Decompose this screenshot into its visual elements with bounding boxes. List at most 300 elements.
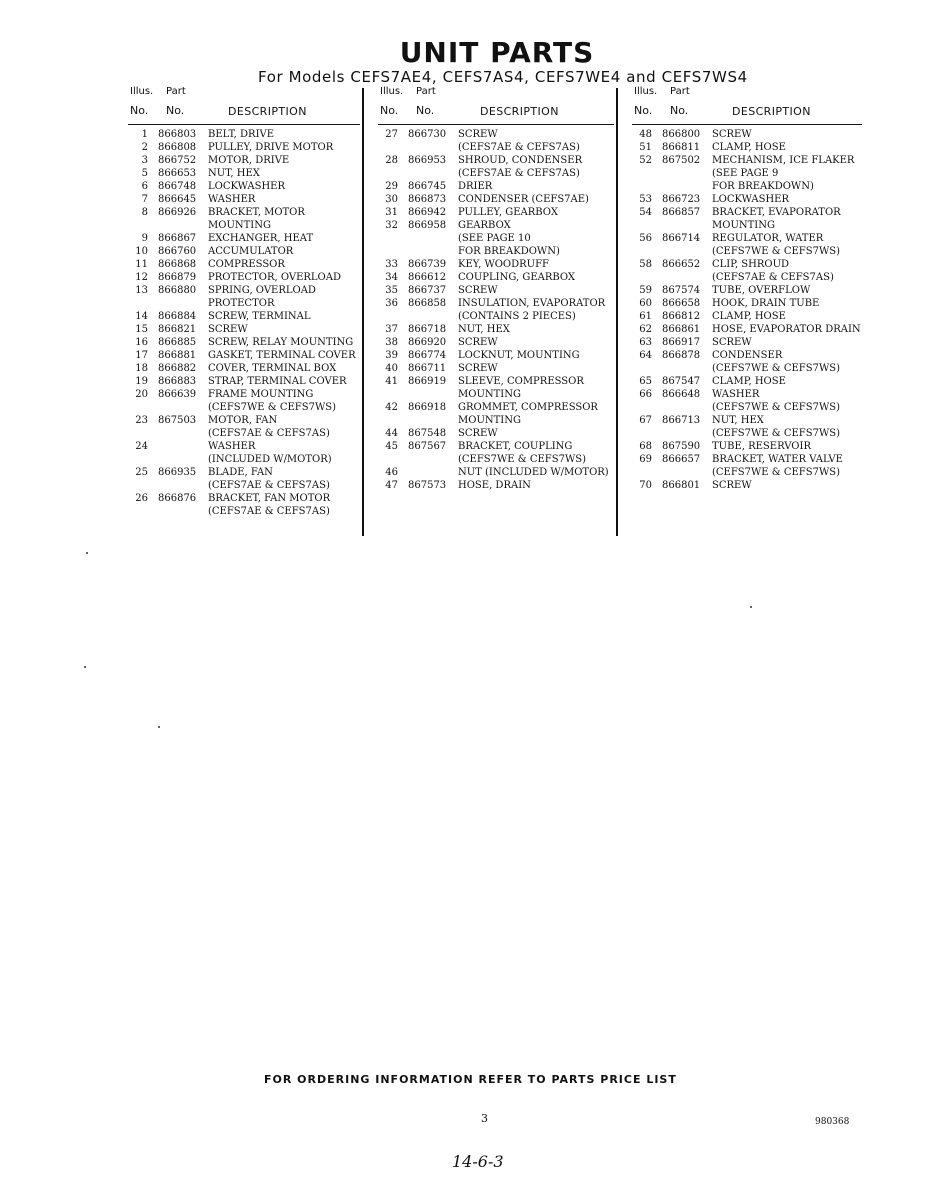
illus-number: 36: [385, 298, 398, 309]
part-description: [208, 258, 360, 271]
part-number: 866868: [158, 259, 197, 270]
description-line: SCREW: [458, 285, 498, 296]
part-description: [458, 427, 614, 440]
part-description: [208, 206, 360, 232]
illus-number: 68: [639, 441, 652, 452]
illus-number: 11: [135, 259, 148, 270]
description-line: BELT, DRIVE: [208, 129, 275, 140]
part-description: [712, 297, 862, 310]
illus-number: 44: [385, 428, 398, 439]
part-number: 867547: [662, 376, 701, 387]
illus-number: 5: [141, 168, 148, 179]
description-line: NUT (INCLUDED W/MOTOR): [458, 467, 609, 478]
description-line: SHROUD, CONDENSER: [458, 155, 583, 166]
illus-number: 45: [385, 441, 398, 452]
table-row: [632, 388, 862, 414]
table-row: [378, 427, 614, 440]
table-row: [378, 180, 614, 193]
illus-number: 8: [141, 207, 148, 218]
table-row: [378, 297, 614, 323]
table-row: [632, 479, 862, 492]
part-number: 866653: [158, 168, 197, 179]
part-description: [208, 271, 360, 284]
description-line: NUT, HEX: [208, 168, 260, 179]
header-part-no: No.: [416, 104, 435, 117]
part-description: [208, 362, 360, 375]
table-row: [128, 492, 360, 518]
parts-column-3: [632, 86, 862, 492]
illus-number: 28: [385, 155, 398, 166]
table-row: [378, 154, 614, 180]
part-number: 867567: [408, 441, 447, 452]
description-line: SLEEVE, COMPRESSOR: [458, 376, 584, 387]
description-line: PROTECTOR: [208, 298, 275, 309]
illus-number: 37: [385, 324, 398, 335]
illus-number: 33: [385, 259, 398, 270]
part-number: 866812: [662, 311, 701, 322]
part-description: [458, 206, 614, 219]
part-description: [208, 440, 360, 466]
table-row: [128, 323, 360, 336]
illus-number: 58: [639, 259, 652, 270]
part-number: 866760: [158, 246, 197, 257]
illus-number: 40: [385, 363, 398, 374]
illus-number: 23: [135, 415, 148, 426]
column-header: [128, 86, 360, 125]
part-description: [712, 128, 862, 141]
part-number: 866723: [662, 194, 701, 205]
part-description: [712, 479, 862, 492]
part-description: [712, 336, 862, 349]
part-number: 866867: [158, 233, 197, 244]
table-row: [128, 180, 360, 193]
illus-number: 62: [639, 324, 652, 335]
description-line: CONDENSER: [712, 350, 783, 361]
description-line: (CEFS7AE & CEFS7AS): [458, 168, 580, 179]
description-line: SCREW: [712, 480, 752, 491]
part-number: 866935: [158, 467, 197, 478]
description-line: ACCUMULATOR: [208, 246, 294, 257]
description-line: (CEFS7WE & CEFS7WS): [208, 402, 336, 413]
illus-number: 13: [135, 285, 148, 296]
illus-number: 15: [135, 324, 148, 335]
description-line: MOUNTING: [712, 220, 775, 231]
illus-number: 34: [385, 272, 398, 283]
part-number: 866879: [158, 272, 197, 283]
table-row: [632, 193, 862, 206]
illus-number: 56: [639, 233, 652, 244]
part-number: 866882: [158, 363, 197, 374]
parts-list: [128, 125, 360, 518]
description-line: MOTOR, FAN: [208, 415, 278, 426]
part-number: 866881: [158, 350, 197, 361]
table-row: [632, 258, 862, 284]
description-line: COUPLING, GEARBOX: [458, 272, 576, 283]
illus-number: 27: [385, 129, 398, 140]
part-number: 866714: [662, 233, 701, 244]
table-row: [632, 206, 862, 232]
description-line: (CEFS7WE & CEFS7WS): [712, 246, 840, 257]
table-row: [378, 206, 614, 219]
table-row: [128, 440, 360, 466]
part-number: 866880: [158, 285, 197, 296]
header-description: DESCRIPTION: [228, 105, 307, 118]
illus-number: 19: [135, 376, 148, 387]
description-line: BRACKET, COUPLING: [458, 441, 573, 452]
table-row: [632, 336, 862, 349]
part-description: [208, 154, 360, 167]
part-number: 866748: [158, 181, 197, 192]
part-description: [712, 375, 862, 388]
illus-number: 54: [639, 207, 652, 218]
part-description: [712, 453, 862, 479]
header-description: DESCRIPTION: [480, 105, 559, 118]
illus-number: 17: [135, 350, 148, 361]
illus-number: 48: [639, 129, 652, 140]
part-description: [208, 388, 360, 414]
description-line: LOCKNUT, MOUNTING: [458, 350, 580, 361]
part-description: [208, 128, 360, 141]
description-line: (CEFS7AE & CEFS7AS): [712, 272, 834, 283]
table-row: [128, 466, 360, 492]
description-line: TUBE, OVERFLOW: [712, 285, 811, 296]
table-row: [632, 154, 862, 193]
description-line: NUT, HEX: [458, 324, 510, 335]
description-line: NUT, HEX: [712, 415, 764, 426]
part-number: 866658: [662, 298, 701, 309]
part-description: [712, 193, 862, 206]
part-description: [712, 310, 862, 323]
part-description: [712, 440, 862, 453]
description-line: WASHER: [208, 441, 256, 452]
table-row: [378, 271, 614, 284]
table-row: [128, 336, 360, 349]
description-line: MOTOR, DRIVE: [208, 155, 290, 166]
illus-number: 25: [135, 467, 148, 478]
illus-number: 12: [135, 272, 148, 283]
description-line: MOUNTING: [458, 415, 521, 426]
description-line: CONDENSER (CEFS7AE): [458, 194, 589, 205]
description-line: PULLEY, DRIVE MOTOR: [208, 142, 334, 153]
part-number: 867502: [662, 155, 701, 166]
illus-number: 64: [639, 350, 652, 361]
header-illus: Illus.: [130, 86, 154, 97]
description-line: GEARBOX: [458, 220, 511, 231]
part-description: [712, 258, 862, 284]
illus-number: 2: [141, 142, 148, 153]
part-description: [458, 401, 614, 427]
description-line: SCREW, TERMINAL: [208, 311, 311, 322]
part-number: 866639: [158, 389, 197, 400]
table-row: [378, 219, 614, 258]
part-number: 866858: [408, 298, 447, 309]
part-description: [712, 414, 862, 440]
part-number: [148, 440, 208, 466]
illus-number: 10: [135, 246, 148, 257]
part-number: 866752: [158, 155, 197, 166]
header-part-no: No.: [670, 104, 689, 117]
description-line: SCREW: [712, 129, 752, 140]
part-description: [208, 232, 360, 245]
header-illus: Illus.: [634, 86, 658, 97]
part-number: 866953: [408, 155, 447, 166]
document-code: 980368: [815, 1117, 850, 1127]
part-description: [712, 388, 862, 414]
table-row: [128, 232, 360, 245]
table-row: [378, 440, 614, 466]
table-row: [632, 349, 862, 375]
part-number: 867574: [662, 285, 701, 296]
description-line: CLAMP, HOSE: [712, 142, 786, 153]
table-row: [632, 440, 862, 453]
illus-number: 7: [141, 194, 148, 205]
description-line: (CEFS7WE & CEFS7WS): [712, 363, 840, 374]
header-illus-no: No.: [380, 104, 399, 117]
part-description: [458, 154, 614, 180]
part-number: 866612: [408, 272, 447, 283]
description-line: STRAP, TERMINAL COVER: [208, 376, 347, 387]
illus-number: 30: [385, 194, 398, 205]
description-line: COVER, TERMINAL BOX: [208, 363, 337, 374]
illus-number: 42: [385, 402, 398, 413]
part-description: [712, 232, 862, 258]
description-line: (CEFS7AE & CEFS7AS): [458, 142, 580, 153]
part-description: [208, 492, 360, 518]
header-part: Part: [166, 86, 186, 97]
part-number: 866657: [662, 454, 701, 465]
table-row: [632, 453, 862, 479]
scan-speck: [86, 552, 88, 554]
table-row: [378, 349, 614, 362]
table-row: [378, 362, 614, 375]
parts-column-1: [128, 86, 360, 518]
header-part: Part: [416, 86, 436, 97]
description-line: COMPRESSOR: [208, 259, 285, 270]
description-line: (CEFS7AE & CEFS7AS): [208, 506, 330, 517]
illus-number: 60: [639, 298, 652, 309]
table-row: [128, 167, 360, 180]
description-line: SCREW: [458, 363, 498, 374]
illus-number: 41: [385, 376, 398, 387]
description-line: CLAMP, HOSE: [712, 376, 786, 387]
description-line: DRIER: [458, 181, 493, 192]
part-description: [208, 193, 360, 206]
part-number: 866711: [408, 363, 447, 374]
description-line: (CEFS7WE & CEFS7WS): [712, 428, 840, 439]
description-line: KEY, WOODRUFF: [458, 259, 549, 270]
description-line: CLAMP, HOSE: [712, 311, 786, 322]
table-row: [378, 258, 614, 271]
description-line: SPRING, OVERLOAD: [208, 285, 316, 296]
part-description: [208, 180, 360, 193]
part-description: [208, 245, 360, 258]
part-description: [458, 336, 614, 349]
table-row: [632, 414, 862, 440]
part-number: 866737: [408, 285, 447, 296]
part-number: 866718: [408, 324, 447, 335]
part-number: [398, 466, 458, 479]
part-number: 866920: [408, 337, 447, 348]
description-line: SCREW: [458, 337, 498, 348]
header-illus: Illus.: [380, 86, 404, 97]
column-divider: [362, 88, 364, 536]
part-description: [712, 206, 862, 232]
part-description: [208, 466, 360, 492]
illus-number: 38: [385, 337, 398, 348]
illus-number: 59: [639, 285, 652, 296]
illus-number: 14: [135, 311, 148, 322]
part-number: 866800: [662, 129, 701, 140]
description-line: (SEE PAGE 10: [458, 233, 531, 244]
part-description: [208, 167, 360, 180]
table-row: [128, 414, 360, 440]
part-description: [458, 362, 614, 375]
part-description: [458, 323, 614, 336]
table-row: [632, 284, 862, 297]
part-description: [712, 349, 862, 375]
description-line: MECHANISM, ICE FLAKER: [712, 155, 855, 166]
table-row: [128, 206, 360, 232]
table-row: [128, 245, 360, 258]
description-line: BRACKET, WATER VALVE: [712, 454, 843, 465]
illus-number: 29: [385, 181, 398, 192]
header-description: DESCRIPTION: [732, 105, 811, 118]
description-line: BRACKET, FAN MOTOR: [208, 493, 331, 504]
description-line: SCREW: [712, 337, 752, 348]
part-description: [458, 466, 614, 479]
description-line: LOCKWASHER: [208, 181, 286, 192]
column-header: [378, 86, 614, 125]
description-line: TUBE, RESERVOIR: [712, 441, 811, 452]
description-line: (CONTAINS 2 PIECES): [458, 311, 576, 322]
table-row: [378, 128, 614, 154]
table-row: [128, 193, 360, 206]
part-number: 866713: [662, 415, 701, 426]
page-title: UNIT PARTS: [399, 36, 595, 69]
description-line: MOUNTING: [208, 220, 271, 231]
table-row: [378, 193, 614, 206]
header-part-no: No.: [166, 104, 185, 117]
illus-number: 69: [639, 454, 652, 465]
scan-speck: [84, 666, 86, 668]
part-number: 866811: [662, 142, 701, 153]
part-number: 866645: [158, 194, 197, 205]
parts-list: [632, 125, 862, 492]
part-number: 866808: [158, 142, 197, 153]
description-line: BLADE, FAN: [208, 467, 273, 478]
part-description: [712, 284, 862, 297]
part-number: 866803: [158, 129, 197, 140]
table-row: [632, 323, 862, 336]
ordering-footer: FOR ORDERING INFORMATION REFER TO PARTS PRICE LIST: [264, 1073, 677, 1086]
table-row: [128, 349, 360, 362]
illus-number: 1: [141, 129, 148, 140]
illus-number: 66: [639, 389, 652, 400]
description-line: SCREW, RELAY MOUNTING: [208, 337, 354, 348]
part-description: [458, 440, 614, 466]
illus-number: 6: [141, 181, 148, 192]
description-line: SCREW: [458, 428, 498, 439]
description-line: HOOK, DRAIN TUBE: [712, 298, 820, 309]
part-description: [712, 154, 862, 193]
part-description: [458, 180, 614, 193]
part-number: 866857: [662, 207, 701, 218]
parts-column-2: [378, 86, 614, 492]
part-description: [458, 284, 614, 297]
table-row: [632, 141, 862, 154]
description-line: INSULATION, EVAPORATOR: [458, 298, 606, 309]
illus-number: 46: [385, 467, 398, 478]
description-line: PULLEY, GEARBOX: [458, 207, 558, 218]
part-number: 866885: [158, 337, 197, 348]
description-line: SCREW: [458, 129, 498, 140]
header-illus-no: No.: [634, 104, 653, 117]
illus-number: 63: [639, 337, 652, 348]
models-subtitle: For Models CEFS7AE4, CEFS7AS4, CEFS7WE4 and CEFS7WS4: [258, 68, 748, 86]
illus-number: 61: [639, 311, 652, 322]
part-description: [458, 193, 614, 206]
description-line: (CEFS7WE & CEFS7WS): [712, 402, 840, 413]
illus-number: 53: [639, 194, 652, 205]
table-row: [128, 271, 360, 284]
illus-number: 67: [639, 415, 652, 426]
illus-number: 70: [639, 480, 652, 491]
part-number: 867503: [158, 415, 197, 426]
part-number: 866821: [158, 324, 197, 335]
part-number: 866739: [408, 259, 447, 270]
table-row: [128, 388, 360, 414]
table-row: [128, 284, 360, 310]
part-number: 866801: [662, 480, 701, 491]
part-number: 866878: [662, 350, 701, 361]
description-line: (INCLUDED W/MOTOR): [208, 454, 332, 465]
part-number: 866652: [662, 259, 701, 270]
illus-number: 35: [385, 285, 398, 296]
illus-number: 26: [135, 493, 148, 504]
table-row: [128, 362, 360, 375]
part-number: 866861: [662, 324, 701, 335]
illus-number: 31: [385, 207, 398, 218]
illus-number: 18: [135, 363, 148, 374]
part-description: [208, 310, 360, 323]
description-line: FOR BREAKDOWN): [458, 246, 560, 257]
column-divider: [616, 88, 618, 536]
description-line: HOSE, EVAPORATOR DRAIN: [712, 324, 861, 335]
table-row: [378, 336, 614, 349]
table-row: [128, 310, 360, 323]
table-row: [632, 297, 862, 310]
part-number: 867573: [408, 480, 447, 491]
part-description: [458, 375, 614, 401]
part-number: 866730: [408, 129, 447, 140]
description-line: WASHER: [208, 194, 256, 205]
part-number: 866873: [408, 194, 447, 205]
part-description: [458, 219, 614, 258]
part-number: 866919: [408, 376, 447, 387]
illus-number: 3: [141, 155, 148, 166]
description-line: SCREW: [208, 324, 248, 335]
description-line: GROMMET, COMPRESSOR: [458, 402, 598, 413]
part-description: [208, 141, 360, 154]
part-description: [208, 414, 360, 440]
part-description: [458, 128, 614, 154]
description-line: HOSE, DRAIN: [458, 480, 531, 491]
description-line: FRAME MOUNTING: [208, 389, 314, 400]
description-line: (CEFS7AE & CEFS7AS): [208, 428, 330, 439]
page-number: 3: [481, 1112, 488, 1125]
part-description: [208, 336, 360, 349]
column-header: [632, 86, 862, 125]
